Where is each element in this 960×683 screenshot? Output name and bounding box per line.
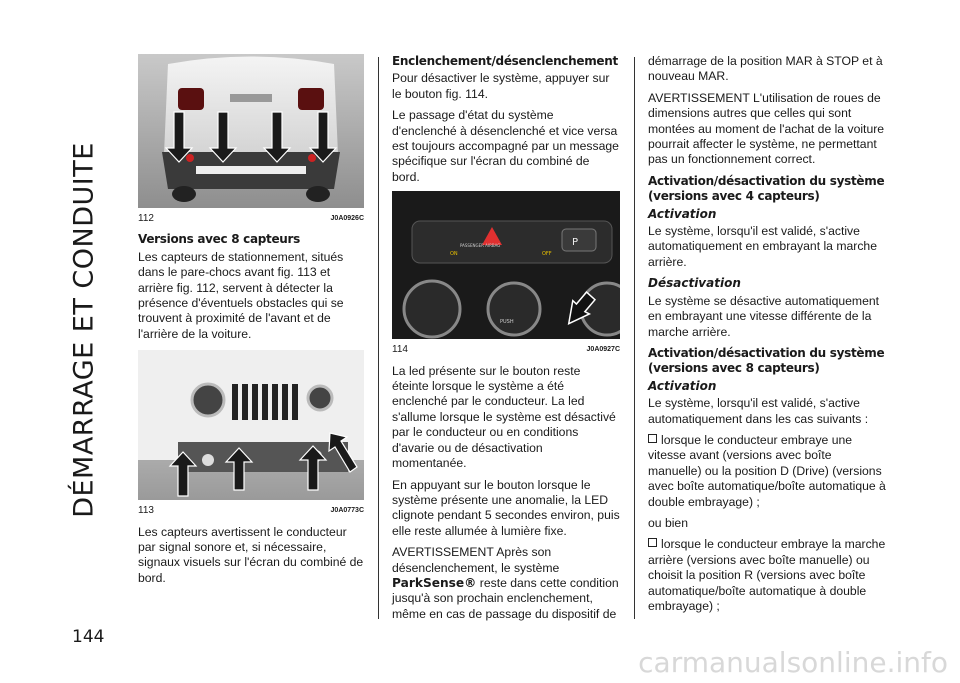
parksense-term: ParkSense®	[392, 575, 477, 590]
column-1	[138, 54, 364, 592]
bullet-text: lorsque le conducteur embraye une vitesse avant (versions avec boîte manuelle) ou la position D (Drive) (versions avec boîte automatique/boîte automatique à double embrayage) ;	[648, 432, 886, 509]
warning-text-end: reste dans cette condition jusqu'à son prochain enclenchement, même en cas de passage du dispositif de	[392, 575, 619, 621]
heading-8-sensors: Versions avec 8 capteurs	[138, 232, 301, 247]
paragraph: démarrage de la position MAR à STOP et à nouveau MAR.	[648, 54, 883, 84]
warning-paragraph: AVERTISSEMENT L'utilisation de roues de dimensions autres que celles qui sont montées au moment de l'achat de la voiture pourrait affecter le système, ne permettant pas un fonctionnement correct.	[648, 90, 885, 167]
paragraph: La led présente sur le bouton reste éteinte lorsque le système a été enclenché par le conducteur. La led s'allume lorsque le système est désactivé par le conducteur ou en conditions d'avarie ou de désactivation momentanée.	[392, 363, 616, 471]
paragraph: Les capteurs de stationnement, situés dans le pare-chocs avant fig. 113 et arrière fig. 112, servent à détecter la présence d'éventuels obstacles qui se trouvent à proximité de l'avant et de l'arrière de la voiture.	[138, 249, 344, 341]
figure-112-rear-bumper-image	[138, 54, 364, 208]
dashboard-airbag-label: PASSENGER AIRBAG	[460, 243, 501, 249]
bullet-item	[648, 433, 888, 510]
heading-enable-disable: Enclenchement/désenclenchement	[392, 54, 618, 68]
figure-code: J0A0927C	[586, 346, 620, 354]
checkbox-bullet-icon	[648, 538, 657, 547]
figure-114-dashboard-button-image	[392, 191, 620, 339]
paragraph: ou bien	[648, 515, 688, 530]
paragraph: Pour désactiver le système, appuyer sur le bouton fig. 114.	[392, 71, 610, 101]
figure-113-front-bumper-image	[138, 350, 364, 500]
dashboard-off-label: OFF	[542, 251, 552, 258]
paragraph: Le système, lorsqu'il est validé, s'active automatiquement en embrayant la marche arrière.	[648, 224, 877, 269]
dashboard-on-label: ON	[450, 251, 458, 258]
figure-code: J0A0926C	[330, 215, 364, 222]
figure-number: 112	[138, 213, 154, 224]
warning-text-start: AVERTISSEMENT Après son désenclenchement, le système	[392, 545, 560, 575]
dashboard-push-label: PUSH	[500, 319, 514, 326]
heading-4-sensors: Activation/désactivation du système (versions avec 4 capteurs)	[648, 173, 885, 204]
checkbox-bullet-icon	[648, 434, 657, 443]
column-divider-left	[378, 57, 379, 619]
bullet-item	[648, 537, 888, 614]
subheading-deactivation: Désactivation	[648, 276, 741, 291]
section-title: DÉMARRAGE ET CONDUITE	[68, 142, 100, 518]
paragraph: Le système se désactive automatiquement en embrayant une vitesse différente de la marche arrière.	[648, 293, 880, 339]
subheading-activation: Activation	[648, 206, 717, 221]
dashboard-illustration	[392, 191, 620, 339]
column-3	[648, 54, 888, 620]
bullet-text: lorsque le conducteur embraye la marche arrière (versions avec boîte manuelle) ou choisit la position R (versions avec boîte automatique/boîte automatique à double embrayage) ;	[648, 537, 886, 613]
watermark: carmanualsonline.info	[638, 646, 948, 679]
paragraph: Le système, lorsqu'il est validé, s'active automatiquement dans les cas suivants :	[648, 396, 869, 426]
page-number: 144	[72, 627, 105, 647]
car-front-illustration	[138, 350, 364, 500]
paragraph: En appuyant sur le bouton lorsque le système présente une anomalie, la LED clignote pendant 5 secondes environ, puis elle reste allumée à lumière fixe.	[392, 477, 620, 538]
subheading-activation: Activation	[648, 378, 717, 393]
heading-8-sensors-activation: Activation/désactivation du système (versions avec 8 capteurs)	[648, 345, 885, 376]
column-divider-right	[634, 57, 635, 619]
figure-number: 114	[392, 344, 408, 356]
paragraph: Les capteurs avertissent le conducteur par signal sonore et, si nécessaire, signaux visuels sur l'écran du combiné de bord.	[138, 524, 364, 585]
column-2	[392, 54, 620, 628]
figure-code: J0A0773C	[330, 507, 364, 515]
figure-113-caption	[138, 503, 364, 518]
figure-number: 113	[138, 505, 154, 517]
warning-paragraph	[392, 545, 620, 622]
paragraph: Le passage d'état du système d'enclenché à désenclenché et vice versa est toujours accompagné par un message spécifique sur l'écran du combiné de bord.	[392, 108, 619, 184]
svg-text:P: P	[572, 237, 579, 249]
figure-112-caption	[138, 211, 364, 226]
figure-114-caption	[392, 342, 620, 357]
car-rear-illustration	[138, 54, 364, 208]
